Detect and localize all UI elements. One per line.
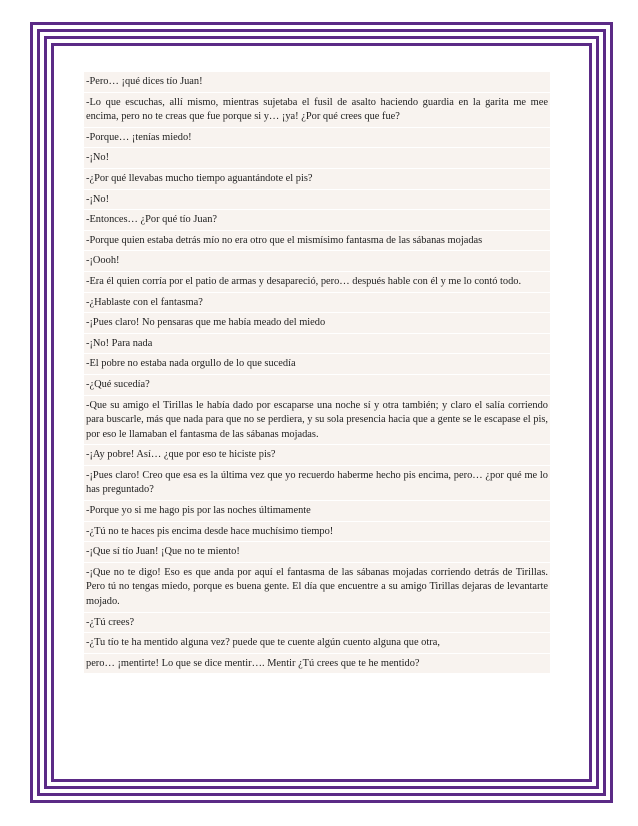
dialogue-line: -Pero… ¡qué dices tío Juan! — [84, 72, 550, 93]
dialogue-line: -¡Que no te digo! Eso es que anda por aquí el fantasma de las sábanas mojadas corriendo detrás de Tirillas. Pero tú no tengas miedo, porque es buena gente. El día que encuentre a su amigo Tirillas dejaras de levantarte mojado. — [84, 563, 550, 613]
dialogue-line: -Lo que escuchas, allí mismo, mientras sujetaba el fusil de asalto haciendo guardia en la garita me mee encima, pero no te creas que fue porque si y… ¡ya! ¿Por qué crees que fue? — [84, 93, 550, 128]
dialogue-line: -¿Tú crees? — [84, 613, 550, 634]
dialogue-line: -¡Pues claro! No pensaras que me había meado del miedo — [84, 313, 550, 334]
dialogue-line: -¡Que sí tío Juan! ¡Que no te miento! — [84, 542, 550, 563]
dialogue-line: -El pobre no estaba nada orgullo de lo que sucedía — [84, 354, 550, 375]
dialogue-line: -Porque… ¡tenías miedo! — [84, 128, 550, 149]
dialogue-line: -Era él quien corría por el patio de armas y desapareció, pero… después hable con él y me lo contó todo. — [84, 272, 550, 293]
dialogue-line: -¡Pues claro! Creo que esa es la última vez que yo recuerdo haberme hecho pis encima, pero… ¿por qué me lo has preguntado? — [84, 466, 550, 501]
dialogue-line: -¡Ay pobre! Así… ¿que por eso te hiciste pis? — [84, 445, 550, 466]
dialogue-line: -¡No! — [84, 148, 550, 169]
dialogue-text-block — [84, 72, 550, 674]
dialogue-line: -¿Por qué llevabas mucho tiempo aguantándote el pis? — [84, 169, 550, 190]
dialogue-line: -Que su amigo el Tirillas le había dado por escaparse una noche sí y otra también; y claro el salía corriendo para buscarle, más que nada para que no se perdiera, y su sola presencia hacia que a gente se le escapase el pis, por eso le llamaban el fantasma de las sábanas mojadas. — [84, 396, 550, 446]
dialogue-line: -Entonces… ¿Por qué tío Juan? — [84, 210, 550, 231]
dialogue-line: -¿Tu tío te ha mentido alguna vez? puede que te cuente algún cuento alguna que otra, — [84, 633, 550, 654]
dialogue-line: -¿Hablaste con el fantasma? — [84, 293, 550, 314]
dialogue-line: -Porque yo si me hago pis por las noches últimamente — [84, 501, 550, 522]
dialogue-line: -¡Oooh! — [84, 251, 550, 272]
dialogue-line: -Porque quien estaba detrás mío no era otro que el mismísimo fantasma de las sábanas mojadas — [84, 231, 550, 252]
dialogue-line: -¡No! Para nada — [84, 334, 550, 355]
dialogue-line: -¿Qué sucedía? — [84, 375, 550, 396]
dialogue-line: pero… ¡mentirte! Lo que se dice mentir…. Mentir ¿Tú crees que te he mentido? — [84, 654, 550, 675]
dialogue-line: -¡No! — [84, 190, 550, 211]
dialogue-line: -¿Tú no te haces pis encima desde hace muchísimo tiempo! — [84, 522, 550, 543]
